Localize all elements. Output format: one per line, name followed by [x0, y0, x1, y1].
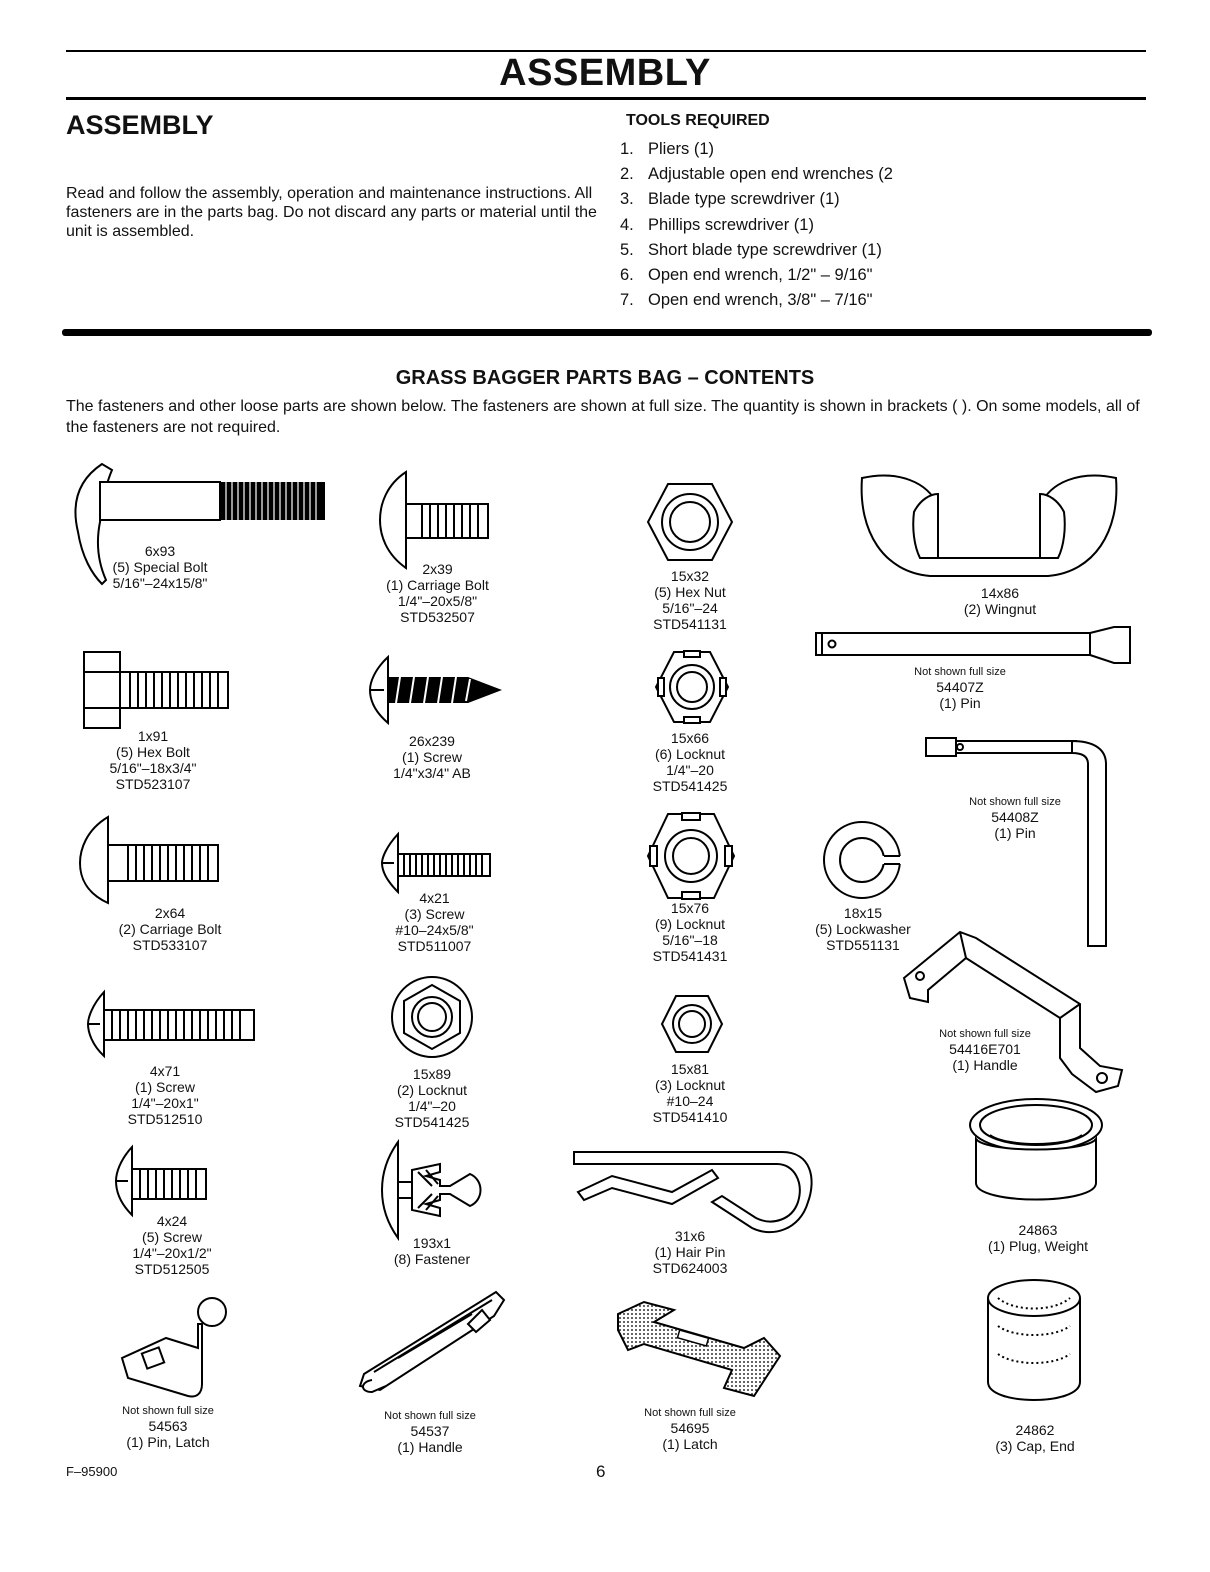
page-title: ASSEMBLY — [499, 52, 711, 94]
hex-bolt-caption: 1x91 (5) Hex Bolt 5/16"–18x3/4" STD523107 — [109, 728, 197, 792]
lockwasher-icon — [820, 818, 906, 902]
pin-latch-caption: Not shown full size 54563 (1) Pin, Latch — [122, 1405, 214, 1450]
hex-bolt-icon — [82, 650, 232, 730]
fastener-icon — [380, 1140, 490, 1240]
locknut-caption: 15x66 (6) Locknut 1/4"–20 STD541425 — [652, 730, 728, 794]
bag-heading: GRASS BAGGER PARTS BAG – CONTENTS — [395, 367, 815, 389]
assembly-heading: ASSEMBLY — [66, 110, 214, 140]
carriage-bolt-caption: 2x64 (2) Carriage Bolt STD533107 — [118, 905, 222, 953]
list-item: 4. Phillips screwdriver (1) — [620, 215, 814, 234]
list-item: 5. Short blade type screwdriver (1) — [620, 240, 882, 259]
tools-list — [620, 137, 893, 313]
latch-icon — [614, 1300, 784, 1400]
latch-pin-icon — [118, 1296, 243, 1401]
lockwasher-caption: 18x15 (5) Lockwasher STD551131 — [815, 905, 911, 953]
form-number: F–95900 — [66, 1464, 118, 1479]
screw-caption: 26x239 (1) Screw 1/4"x3/4" AB — [393, 733, 471, 781]
list-item: 1. Pliers (1) — [620, 140, 715, 158]
locknut-caption: 15x76 (9) Locknut 5/16"–18 STD541431 — [652, 900, 728, 964]
list-item: 7. Open end wrench, 3/8" – 7/16" — [620, 291, 873, 310]
locknut-caption: 15x81 (3) Locknut #10–24 STD541410 — [652, 1061, 728, 1125]
carriage-bolt-caption: 2x39 (1) Carriage Bolt 1/4"–20x5/8" STD532507 — [386, 561, 489, 625]
page-number: 6 — [596, 1462, 606, 1481]
handle-caption: Not shown full size 54537 (1) Handle — [384, 1410, 476, 1455]
plug-weight-caption: 24863 (1) Plug, Weight — [987, 1222, 1089, 1254]
wingnut-caption: 14x86 (2) Wingnut — [963, 585, 1037, 617]
tools-heading: TOOLS REQUIRED — [626, 112, 770, 129]
end-cap-icon — [984, 1278, 1084, 1404]
screw-icon — [368, 655, 508, 725]
assembly-intro: Read and follow the assembly, operation and maintenance instructions. All fasteners are in the parts bag. Do not discard any parts or material until the unit is assembled. — [66, 185, 597, 240]
locknut-icon — [390, 975, 474, 1059]
screw-icon — [380, 832, 495, 894]
end-cap-caption: 24862 (3) Cap, End — [995, 1422, 1075, 1454]
wingnut-icon — [858, 472, 1120, 580]
carriage-bolt-icon — [378, 470, 493, 570]
pin-caption: Not shown full size 54408Z (1) Pin — [969, 796, 1061, 841]
plug-weight-icon — [966, 1095, 1106, 1207]
screw-caption: 4x71 (1) Screw 1/4"–20x1" STD512510 — [127, 1063, 203, 1127]
list-item: 2. Adjustable open end wrenches (2 — [620, 165, 893, 184]
list-item: 6. Open end wrench, 1/2" – 9/16" — [620, 265, 873, 284]
handle-caption: Not shown full size 54416E701 (1) Handle — [939, 1028, 1031, 1073]
carriage-bolt-icon — [78, 815, 223, 905]
section-divider — [62, 329, 1152, 336]
hair-pin-caption: 31x6 (1) Hair Pin STD624003 — [652, 1228, 728, 1276]
locknut-icon — [646, 812, 736, 900]
locknut-caption: 15x89 (2) Locknut 1/4"–20 STD541425 — [394, 1066, 470, 1130]
screw-icon — [114, 1145, 210, 1217]
hex-nut-icon — [646, 482, 734, 562]
title-underline — [66, 97, 1146, 100]
list-item: 3. Blade type screwdriver (1) — [620, 190, 840, 209]
screw-caption: 4x21 (3) Screw #10–24x5/8" STD511007 — [395, 890, 474, 954]
special-bolt-caption: 6x93 (5) Special Bolt 5/16"–24x15/8" — [112, 543, 208, 591]
bag-description: The fasteners and other loose parts are shown below. The fasteners are shown at full size. The quantity is shown in brackets ( ). On some models, all of the fasteners are not required. — [66, 398, 1140, 436]
fastener-caption: 193x1 (8) Fastener — [393, 1235, 471, 1267]
handle-icon — [356, 1286, 516, 1396]
screw-caption: 4x24 (5) Screw 1/4"–20x1/2" STD512505 — [132, 1213, 212, 1277]
screw-icon — [86, 990, 258, 1058]
hex-nut-caption: 15x32 (5) Hex Nut 5/16"–24 STD541131 — [653, 568, 727, 632]
pin-caption: Not shown full size 54407Z (1) Pin — [914, 666, 1006, 711]
locknut-icon — [660, 994, 724, 1054]
latch-caption: Not shown full size 54695 (1) Latch — [644, 1407, 736, 1452]
locknut-icon — [654, 650, 730, 724]
pin-icon — [814, 625, 1134, 667]
